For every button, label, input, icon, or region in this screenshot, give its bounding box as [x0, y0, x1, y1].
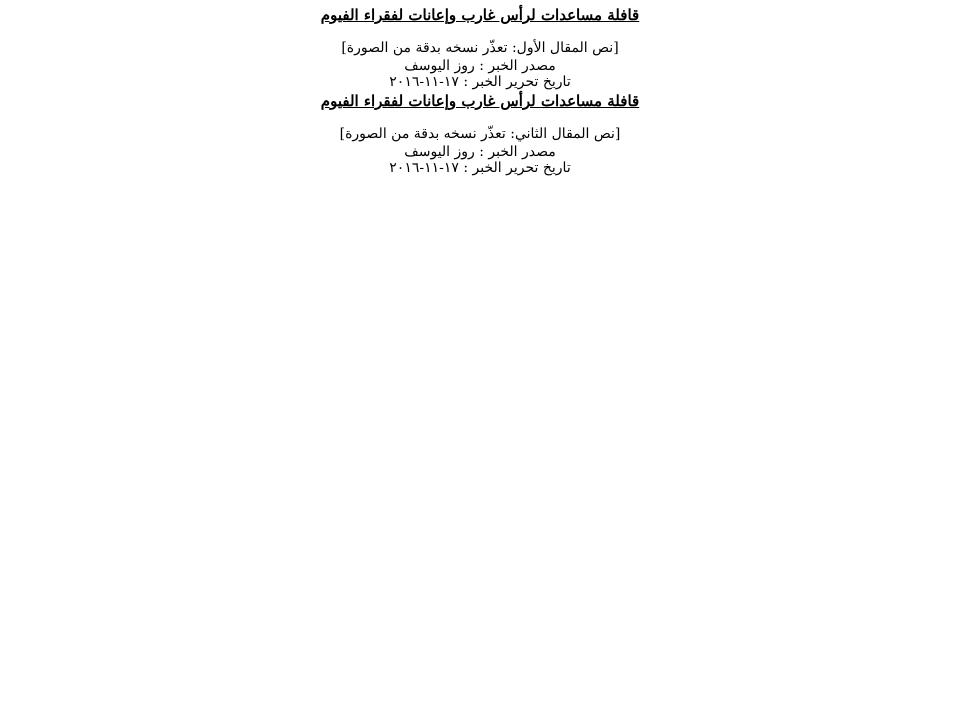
article-1 — [10, 6, 950, 90]
article-date: تاريخ تحرير الخبر : ١٧-١١-٢٠١٦ — [389, 74, 571, 90]
article-body: [نص المقال الثاني: تعذّر نسخه بدقة من الصورة] — [339, 126, 621, 142]
article-source: مصدر الخبر : روز اليوسف — [404, 144, 556, 160]
article-title: قافلة مساعدات لرأس غارب وإعانات لفقراء الفيوم — [320, 92, 640, 110]
article-title: قافلة مساعدات لرأس غارب وإعانات لفقراء الفيوم — [320, 6, 640, 24]
article-2 — [10, 92, 950, 176]
article-date: تاريخ تحرير الخبر : ١٧-١١-٢٠١٦ — [389, 160, 571, 176]
article-body: [نص المقال الأول: تعذّر نسخه بدقة من الصورة] — [341, 40, 619, 56]
article-source: مصدر الخبر : روز اليوسف — [404, 58, 556, 74]
